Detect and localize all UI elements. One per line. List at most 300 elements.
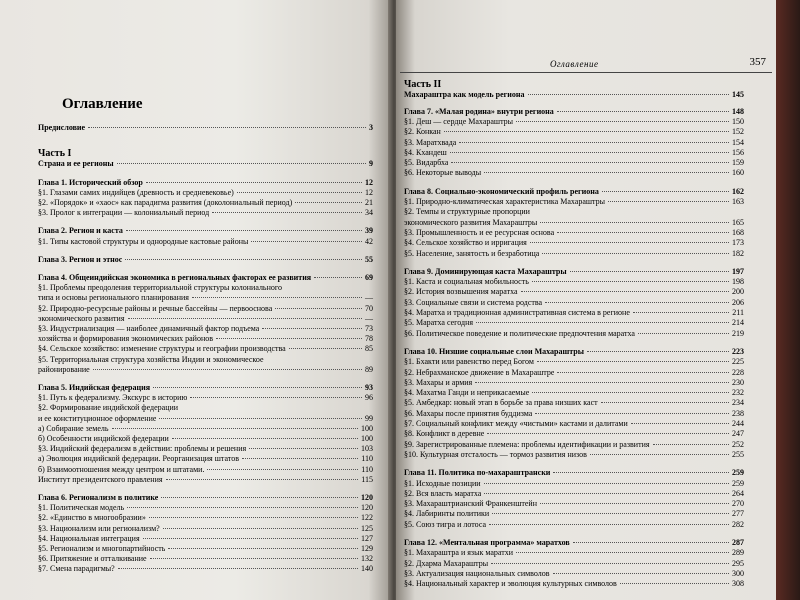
toc-entry-title: §5. Маратха сегодня [404,318,474,328]
dot-leader [166,479,359,480]
dot-leader [653,444,729,445]
toc-page-number: 168 [732,227,744,237]
toc-entry-title: §5. Союз тигра и лотоса [404,519,487,529]
toc-entry-row [38,314,373,323]
toc-entry-row [38,355,373,364]
dot-leader [459,142,729,143]
toc-entry-row [404,429,744,438]
toc-entry-title: §3. Социальные связи и система родства [404,297,543,307]
toc-entry-title: Глава 7. «Малая родина» внутри региона [404,106,554,116]
toc-entry-title: §3. Индустриализация — наиболее динамичный фактор подъема [38,324,260,333]
toc-entry-row [404,329,744,338]
toc-page-number: 238 [732,408,744,418]
toc-entry-row [38,208,373,217]
toc-entry-row [404,388,744,397]
toc-page-number: 282 [732,519,744,529]
toc-entry-title: §4. Махатма Ганди и неприкасаемые [404,388,530,398]
toc-page-number: 103 [361,444,373,454]
dot-leader [127,507,358,508]
toc-entry-title: Институт президентского правления [38,474,163,484]
toc-entry-title: §2. Формирование индийской федерации [38,403,179,413]
toc-entry-title: §3. Пролог к интеграции — колониальный период [38,208,210,218]
dot-leader [487,433,729,434]
toc-entry-row [38,524,373,533]
toc-entry-title: §3. Актуализация национальных символов [404,568,550,578]
toc-entry-title: §4. Сельское хозяйство и ирригация [404,238,527,248]
toc-page-number: 173 [732,238,744,248]
toc-chapter-row [404,187,744,196]
toc-entry-row [404,398,744,407]
toc-page-number: 162 [732,186,744,196]
toc-entry-row [404,357,744,366]
toc-entry-row [38,198,373,207]
toc-chapter-row [404,267,744,276]
toc-entry-row [404,509,744,518]
toc-entry-title: §1. Природно-климатическая характеристика Махараштры [404,197,605,206]
toc-entry-title: Предисловие [38,123,86,132]
toc-page-number: 100 [361,423,373,433]
toc-page-number: 156 [732,147,744,157]
dot-leader [557,232,729,233]
toc-entry-title: §5. Амбедкар: новый этап в борьбе за права низших каст [404,398,598,408]
toc-entry-row [404,127,744,136]
toc-entry-title: §2. «Единство в многообразии» [38,513,146,523]
toc-entry-title: §5. Население, занятость и безработица [404,248,540,258]
dot-leader [444,131,729,132]
toc-page-number: 96 [365,393,373,403]
toc-page-number: 165 [732,217,744,227]
dot-leader [590,454,729,455]
toc-page-number: 244 [732,419,744,428]
toc-page-number: 163 [732,197,744,206]
toc-entry-title: Глава 11. Политика по-махараштрански [404,468,551,478]
toc-entry-title: §6. Махары после принятия буддизма [404,408,533,418]
toc-entry-title: Глава 9. Доминирующая каста Махараштры [404,266,567,276]
toc-page-number: — [365,293,373,303]
dot-leader [602,191,729,192]
toc-entry-title: Глава 5. Индийская федерация [38,383,151,392]
toc-entry-title: §2. Дхарма Махараштры [404,558,489,568]
dot-leader [476,322,729,323]
toc-entry-row [404,499,744,508]
toc-entry-row [404,117,744,126]
dot-leader [633,312,729,313]
toc-entry-row [404,249,744,258]
toc-page-number: 160 [732,168,744,178]
toc-entry-row [404,409,744,418]
toc-page-number: 120 [361,493,373,502]
toc-entry-title: §2. Небрахманское движение в Махараштре [404,367,555,377]
dot-leader [289,348,362,349]
toc-entry-title: §6. Притяжение и отталкивание [38,554,147,564]
dot-leader [117,163,366,164]
dot-leader [190,397,362,398]
toc-entry-title: Часть I [38,149,72,159]
toc-entry-row [38,434,373,443]
toc-entry-title: §4. Кхандеш [404,147,447,157]
toc-entry-title: хозяйства и формирования экономических районов [38,334,214,344]
toc-page-number: 223 [732,346,744,356]
toc-entry-row [38,465,373,474]
toc-page-number: 55 [365,254,373,264]
toc-entry-row [404,378,744,387]
dot-leader [553,573,729,574]
toc-entry-title: §1. Глазами самих индийцев (древность и средневековье) [38,187,234,197]
toc-page-number: 228 [732,367,744,377]
dot-leader [216,338,362,339]
dot-leader [242,458,358,459]
toc-entry-row [404,168,744,177]
toc-chapter-row [38,226,373,235]
toc-entry-title: §5. Регионализм и многопартийность [38,544,166,553]
toc-chapter-row [38,273,373,282]
toc-entry-title: §2. Конкан [404,127,441,137]
dot-leader [545,302,729,303]
toc-entry-row [38,304,373,313]
toc-entry-title: §3. Махары и армия [404,377,473,387]
toc-entry-row [404,308,744,317]
toc-entry-title: б) Взаимоотношения между центром и штатами. [38,464,205,474]
toc-chapter-row [38,159,373,168]
dot-leader [275,308,362,309]
toc-entry-title: §1. Бхакти или равенство перед Богом [404,357,534,367]
toc-entry-title: §1. Проблемы преодоления территориальной структуры колониального [38,283,282,293]
toc-entry-row [404,298,744,307]
dot-leader [475,382,729,383]
toc-entry-title: §4. Национальная интеграция [38,533,140,543]
dot-leader [540,222,729,223]
toc-page-number: 110 [361,464,373,474]
toc-entry-title: §3. Индийский федерализм в действии: проблемы и решения [38,444,247,454]
toc-page-number: 259 [732,468,744,478]
toc-entry-title: §5. Территориальная структура хозяйства Индии и экономическое [38,354,264,364]
dot-leader [570,271,729,272]
toc-entry-title: Глава 8. Социально-экономический профиль региона [404,186,599,196]
part-heading [404,80,744,89]
dot-leader [251,241,362,242]
toc-entry-row [404,158,744,167]
dot-leader [163,528,358,529]
toc-entry-title: типа и основы регионального планирования [38,293,189,303]
toc-page-number: 115 [361,474,373,484]
toc-entry-title: Глава 1. Исторический обзор [38,177,143,187]
toc-page-number: 100 [361,434,373,443]
toc-entry-row [404,218,744,227]
toc-entry-title: §4. Лабиринты политики [404,509,490,519]
toc-page-number: 300 [732,568,744,578]
dot-leader [608,201,729,202]
dot-leader [489,524,729,525]
toc-page-number: 69 [365,273,373,282]
dot-leader [118,568,358,569]
toc-entry-title: Глава 4. Общеиндийская экономика в региональных факторах ее развития [38,273,312,282]
toc-page-number: 200 [732,287,744,297]
toc-page-number: 232 [732,388,744,398]
toc-chapter-row [38,178,373,187]
toc-entry-row [38,414,373,423]
toc-entry-title: Глава 3. Регион и этнос [38,254,123,264]
toc-heading: Оглавление [62,96,143,112]
toc-entry-row [404,148,744,157]
toc-entry-title: §1. Исходные позиции [404,478,481,488]
toc-entry-row [404,569,744,578]
toc-page-number: 211 [732,308,744,317]
toc-entry-row [38,293,373,302]
dot-leader [159,418,362,419]
toc-page-number: 289 [732,548,744,558]
toc-entry-title: экономического развития [38,313,125,323]
toc-page-number: 122 [361,513,373,523]
toc-entry-title: §2. Природно-ресурсные районы и речные бассейны — первооснова [38,303,273,313]
toc-entry-title: §3. Промышленность и ее ресурсная основа [404,227,555,237]
toc-page-number: 148 [732,106,744,116]
toc-entry-row [404,277,744,286]
toc-entry-title: §1. Каста и социальная мобильность [404,277,529,287]
dot-leader [172,438,358,439]
toc-entry-title: §4. Национальный характер и эволюция культурных символов [404,579,617,589]
dot-leader [161,497,358,498]
toc-page-number: 182 [732,248,744,258]
dot-leader [491,563,729,564]
toc-entry-title: §1. Путь к федерализму. Экскурс в историю [38,393,188,403]
dot-leader [88,127,366,128]
toc-entry-row [38,475,373,484]
dot-leader [542,253,729,254]
toc-entry-row [404,489,744,498]
dot-leader [516,121,729,122]
toc-page-number: 110 [361,454,373,464]
dot-leader [631,423,729,424]
toc-page-number: 234 [732,398,744,408]
toc-page-number: 287 [732,538,744,547]
running-title: Оглавление [550,59,599,69]
toc-page-number: 255 [732,449,744,459]
toc-entry-title: §2. «Порядок» и «хаос» как парадигма развития (доколониальный период) [38,198,293,207]
toc-page-number: 42 [365,236,373,246]
toc-page-number: 197 [732,266,744,276]
toc-entry-row [404,368,744,377]
toc-entry-row [404,520,744,529]
toc-page-number: 3 [369,123,373,132]
toc-entry-row [38,188,373,197]
toc-entry-title: §1. Махараштра и язык маратхи [404,548,514,558]
toc-page-number: 198 [732,277,744,287]
dot-leader [153,387,362,388]
toc-page-number: 12 [365,187,373,197]
toc-page-number: — [365,313,373,323]
dot-leader [540,503,729,504]
dot-leader [128,318,363,319]
dot-leader [207,469,358,470]
toc-page-number: 70 [365,303,373,313]
toc-entry-title: §2. Вся власть маратха [404,488,482,498]
toc-entry-title: §6. Некоторые выводы [404,168,482,178]
toc-entry-row [38,544,373,553]
toc-entry-row [38,444,373,453]
toc-entry-title: а) Эволюция индийской федерации. Реорганизация штатов [38,454,239,464]
toc-entry-row [38,424,373,433]
toc-entry-title: §10. Культурная отсталость — тормоз развития низов [404,449,587,459]
dot-leader [451,162,729,163]
toc-entry-title: Глава 2. Регион и каста [38,226,123,236]
toc-entry-row [38,344,373,353]
toc-entry-row [38,503,373,512]
toc-page-number: 145 [732,90,744,100]
dot-leader [249,448,358,449]
dot-leader [484,483,729,484]
toc-entry-title: §4. Сельское хозяйство: изменение структуры и географии производства [38,344,286,354]
toc-entry-title: и ее конституционное оформление [38,413,157,423]
toc-page-number: 9 [369,159,373,169]
toc-entry-row [404,440,744,449]
toc-entry-title: §6. Политическое поведение и политические предпочтения маратха [404,328,635,338]
dot-leader [521,291,729,292]
dot-leader [146,182,362,183]
toc-chapter-row [404,538,744,547]
dot-leader [262,328,362,329]
toc-page-number: 78 [365,334,373,344]
toc-page-number: 150 [732,116,744,126]
toc-page-number: 159 [732,158,744,168]
toc-entry-title: §9. Зарегистрированные племена: проблемы идентификации и развития [404,439,650,449]
toc-entry-row [404,197,744,206]
toc-entry-row [38,564,373,573]
toc-entry-row [404,318,744,327]
dot-leader [314,277,362,278]
toc-entry-row [404,138,744,147]
toc-page-number: 219 [732,328,744,338]
dot-leader [484,493,729,494]
toc-entry-row [404,207,744,216]
toc-page-number: 12 [365,177,373,187]
toc-page-number: 230 [732,377,744,387]
toc-entry-title: §3. Национализм или регионализм? [38,523,160,533]
toc-page-number: 214 [732,318,744,328]
toc-page-number: 247 [732,429,744,439]
toc-entry-row [404,419,744,428]
dot-leader [126,230,362,231]
toc-page-number: 85 [365,344,373,354]
dot-leader [150,558,358,559]
toc-entry-title: Страна и ее регионы [38,159,114,169]
toc-entry-row [38,283,373,292]
dot-leader [93,369,362,370]
dot-leader [528,94,729,95]
dot-leader [168,548,358,549]
toc-page-number: 259 [732,478,744,488]
toc-entry-row [38,393,373,402]
toc-chapter-row [38,493,373,502]
toc-page-number: 252 [732,439,744,449]
toc-entry-title: §4. Маратха и традиционная административная система в регионе [404,308,630,317]
dot-leader [212,212,362,213]
toc-page-number: 73 [365,324,373,333]
dot-leader [537,361,729,362]
toc-entry-row [404,579,744,588]
toc-entry-title: Глава 12. «Ментальная программа» маратхов [404,538,570,547]
dot-leader [535,413,729,414]
dot-leader [573,542,729,543]
toc-chapter-row [38,123,373,132]
toc-entry-row [38,365,373,374]
dot-leader [587,351,729,352]
toc-page-number: 125 [361,523,373,533]
toc-entry-row [404,479,744,488]
dot-leader [125,259,362,260]
toc-page-number: 34 [365,208,373,218]
toc-entry-title: §5. Видарбха [404,158,449,168]
toc-page-number: 127 [361,533,373,543]
toc-page-number: 152 [732,127,744,137]
dot-leader [557,372,729,373]
toc-page-number: 225 [732,357,744,367]
toc-entry-title: §1. Типы кастовой структуры и однородные кастовые районы [38,236,249,246]
dot-leader [516,552,729,553]
toc-chapter-row [404,90,744,99]
toc-entry-row [38,403,373,412]
toc-entry-row [404,559,744,568]
toc-chapter-row [38,383,373,392]
toc-entry-title: Часть II [404,80,442,89]
toc-page-number: 206 [732,297,744,307]
toc-page-number: 39 [365,226,373,236]
toc-page-number: 99 [365,413,373,423]
dot-leader [149,517,358,518]
dot-leader [143,538,358,539]
toc-entry-title: районирование [38,364,90,374]
toc-chapter-row [404,468,744,477]
toc-entry-row [38,554,373,563]
toc-entry-title: §1. Деш — сердце Махараштры [404,116,514,126]
toc-page-number: 132 [361,554,373,564]
dot-leader [492,513,729,514]
toc-entry-title: §7. Социальный конфликт между «чистыми» кастами и далитами [404,419,628,428]
toc-entry-title: §2. Темпы и структурные пропорции [404,207,530,217]
dot-leader [484,172,729,173]
dot-leader [532,281,729,282]
toc-entry-row [38,513,373,522]
toc-page-number: 270 [732,499,744,509]
dot-leader [638,333,729,334]
running-header [400,58,772,73]
page-number: 357 [749,56,766,68]
toc-entry-title: §7. Смена парадигмы? [38,564,115,574]
toc-page-number: 308 [732,579,744,589]
toc-chapter-row [404,347,744,356]
toc-page-number: 154 [732,137,744,147]
toc-entry-title: §3. Маратхвада [404,137,457,147]
toc-page-number: 277 [732,509,744,519]
toc-page-number: 21 [365,198,373,207]
toc-page-number: 129 [361,544,373,553]
toc-entry-row [38,334,373,343]
toc-entry-title: Махараштра как модель региона [404,90,525,100]
dot-leader [530,242,729,243]
dot-leader [553,472,729,473]
dot-leader [532,392,729,393]
toc-entry-row [38,237,373,246]
toc-entry-title: §3. Махараштрианский Франкенштейн [404,499,537,509]
toc-entry-title: §8. Конфликт в деревне [404,429,485,439]
dot-leader [450,152,729,153]
toc-chapter-row [404,107,744,116]
toc-entry-title: экономического развития Махараштры [404,217,538,227]
toc-page-number: 140 [361,564,373,574]
toc-entry-title: Глава 6. Регионализм в политике [38,493,159,502]
toc-entry-row [38,454,373,463]
toc-page-number: 120 [361,503,373,513]
toc-entry-row [38,534,373,543]
